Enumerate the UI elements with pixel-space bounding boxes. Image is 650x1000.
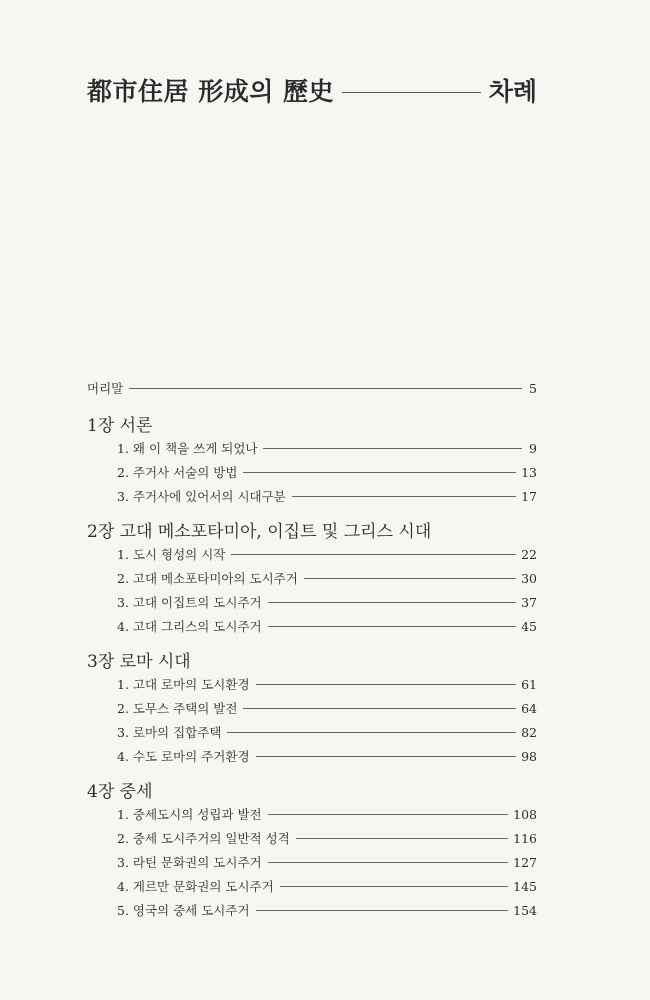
dot-leader: [256, 910, 509, 911]
dot-leader: [243, 708, 516, 709]
dot-leader: [227, 732, 516, 733]
dot-leader: [304, 578, 516, 579]
entry-label: 머리말: [87, 381, 124, 396]
entry-page: 30: [521, 570, 537, 586]
entry-page: 127: [513, 854, 537, 870]
dot-leader: [296, 838, 508, 839]
toc-entry[interactable]: [87, 826, 537, 850]
chapter-heading[interactable]: 1장 서론: [87, 415, 153, 436]
toc-entry[interactable]: [87, 850, 537, 874]
entry-label: 2. 고대 메소포타미아의 도시주거: [117, 571, 298, 586]
toc-entry[interactable]: [87, 566, 537, 590]
chapter-heading[interactable]: 2장 고대 메소포타미아, 이집트 및 그리스 시대: [87, 521, 432, 542]
chapter-heading[interactable]: 4장 중세: [87, 781, 153, 802]
entry-label: 3. 고대 이집트의 도시주거: [117, 595, 262, 610]
entry-page: 17: [521, 488, 537, 504]
dot-leader: [268, 862, 509, 863]
entry-page: 116: [513, 830, 537, 846]
dot-leader: [268, 814, 509, 815]
dot-leader: [243, 472, 516, 473]
table-of-contents: [87, 376, 537, 922]
toc-entry[interactable]: [87, 874, 537, 898]
entry-label: 1. 도시 형성의 시작: [117, 547, 226, 562]
chapter-heading[interactable]: 3장 로마 시대: [87, 651, 191, 672]
page-header: [87, 72, 537, 108]
entry-label: 3. 로마의 집합주택: [117, 725, 222, 740]
entry-label: 2. 중세 도시주거의 일반적 성격: [117, 831, 290, 846]
dot-leader: [231, 554, 516, 555]
toc-entry[interactable]: [87, 460, 537, 484]
dot-leader: [292, 496, 516, 497]
dot-leader: [256, 684, 517, 685]
entry-label: 1. 고대 로마의 도시환경: [117, 677, 250, 692]
entry-page: 98: [521, 748, 537, 764]
dot-leader: [256, 756, 517, 757]
entry-label: 2. 주거사 서술의 방법: [117, 465, 238, 480]
entry-page: 22: [521, 546, 537, 562]
entry-label: 4. 고대 그리스의 도시주거: [117, 619, 262, 634]
book-title: 都市住居 形成의 歷史: [87, 77, 335, 106]
toc-entry[interactable]: [87, 696, 537, 720]
toc-entry[interactable]: [87, 542, 537, 566]
entry-label: 4. 게르만 문화권의 도시주거: [117, 879, 274, 894]
entry-page: 145: [513, 878, 537, 894]
entry-page: 13: [521, 464, 537, 480]
toc-entry-preface[interactable]: [87, 376, 537, 400]
entry-label: 3. 라틴 문화권의 도시주거: [117, 855, 262, 870]
dot-leader: [268, 602, 516, 603]
toc-entry[interactable]: [87, 898, 537, 922]
entry-page: 5: [529, 380, 537, 396]
toc-entry[interactable]: [87, 436, 537, 460]
toc-entry[interactable]: [87, 484, 537, 508]
entry-page: 154: [513, 902, 537, 918]
entry-page: 37: [521, 594, 537, 610]
dot-leader: [280, 886, 508, 887]
entry-label: 1. 중세도시의 성립과 발전: [117, 807, 262, 822]
toc-heading: 차례: [488, 77, 537, 106]
toc-entry[interactable]: [87, 720, 537, 744]
title-rule: [342, 92, 481, 93]
entry-label: 2. 도무스 주택의 발전: [117, 701, 238, 716]
entry-page: 82: [521, 724, 537, 740]
toc-entry[interactable]: [87, 672, 537, 696]
entry-page: 61: [521, 676, 537, 692]
entry-page: 9: [529, 440, 537, 456]
entry-page: 45: [521, 618, 537, 634]
toc-entry[interactable]: [87, 802, 537, 826]
entry-label: 4. 수도 로마의 주거환경: [117, 749, 250, 764]
toc-entry[interactable]: [87, 590, 537, 614]
entry-page: 64: [521, 700, 537, 716]
entry-label: 1. 왜 이 책을 쓰게 되었나: [117, 441, 258, 456]
dot-leader: [129, 388, 522, 389]
entry-label: 5. 영국의 중세 도시주거: [117, 903, 250, 918]
entry-label: 3. 주거사에 있어서의 시대구분: [117, 489, 286, 504]
toc-entry[interactable]: [87, 614, 537, 638]
dot-leader: [263, 448, 522, 449]
entry-page: 108: [513, 806, 537, 822]
toc-entry[interactable]: [87, 744, 537, 768]
dot-leader: [268, 626, 516, 627]
